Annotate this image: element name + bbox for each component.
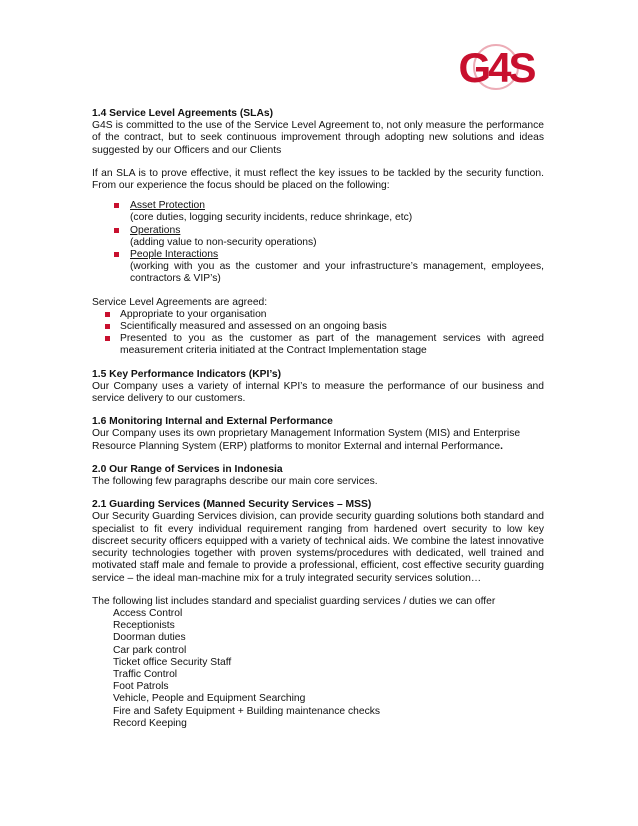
list-item: Vehicle, People and Equipment Searching <box>113 693 306 705</box>
section-1-4-para1: G4S is committed to the use of the Service Level Agreement to, not only measure the performance of the contract, but to seek continuous improvement through adopting new solutions and ideas suggested by our Officers and our Clients <box>92 120 544 156</box>
section-1-6-body <box>92 428 544 452</box>
focus-detail: (core duties, logging security incidents, reduce shrinkage, etc) <box>130 212 413 224</box>
agreed-item: Appropriate to your organisation <box>120 308 267 320</box>
list-item: Receptionists <box>113 620 175 632</box>
focus-list <box>92 200 544 285</box>
bullet-square-icon <box>105 336 110 341</box>
list-item <box>92 225 544 249</box>
focus-title: Asset Protection <box>130 200 205 212</box>
agreed-item: Presented to you as the customer as part of the management services with agreed measurement criteria initiated at the Contract Implementation stage <box>120 333 544 357</box>
g4s-logo <box>448 40 544 94</box>
list-item: Fire and Safety Equipment + Building maintenance checks <box>113 705 381 717</box>
document-body <box>92 108 544 730</box>
section-2-0-body: The following few paragraphs describe our main core services. <box>92 476 378 488</box>
list-item: Access Control <box>113 607 183 619</box>
bullet-square-icon <box>114 203 119 208</box>
agreed-intro: Service Level Agreements are agreed: <box>92 296 268 308</box>
section-2-1-heading: 2.1 Guarding Services (Manned Security Services – MSS) <box>92 499 372 511</box>
svg-text:G4S: G4S <box>458 44 534 91</box>
list-item: Record Keeping <box>113 717 187 729</box>
list-item <box>92 321 544 333</box>
focus-detail: (working with you as the customer and your infrastructure’s management, employees, contractors & VIP’s) <box>130 261 544 285</box>
list-item: Doorman duties <box>113 632 186 644</box>
section-1-6-heading: 1.6 Monitoring Internal and External Performance <box>92 416 333 428</box>
section-1-4-heading: 1.4 Service Level Agreements (SLAs) <box>92 108 274 119</box>
list-item: Car park control <box>113 644 187 656</box>
section-1-5-body: Our Company uses a variety of internal KPI’s to measure the performance of our business and service delivery to our customers. <box>92 380 544 405</box>
section-2-0-heading: 2.0 Our Range of Services in Indonesia <box>92 463 283 475</box>
services-list <box>92 608 544 730</box>
section-1-4-para2: If an SLA is to prove effective, it must reflect the key issues to be tackled by the security function. From our experience the focus should be placed on the following: <box>92 167 544 192</box>
list-item <box>92 309 544 321</box>
list-item <box>92 249 544 286</box>
list-item <box>92 333 544 357</box>
focus-title: Operations <box>130 224 181 236</box>
section-1-6-text: Our Company uses its own proprietary Management Information System (MIS) and Enterprise Resource Planning System (ERP) platforms to monitor External and internal Performance <box>92 428 521 452</box>
section-1-5-heading: 1.5 Key Performance Indicators (KPI’s) <box>92 368 282 380</box>
bullet-square-icon <box>114 228 119 233</box>
agreed-item: Scientifically measured and assessed on an ongoing basis <box>120 321 387 333</box>
list-item: Ticket office Security Staff <box>113 656 232 668</box>
bullet-square-icon <box>114 252 119 257</box>
bullet-square-icon <box>105 312 110 317</box>
services-list-intro: The following list includes standard and specialist guarding services / duties we can offer <box>92 595 496 607</box>
list-item <box>92 200 544 224</box>
focus-detail: (adding value to non-security operations) <box>130 236 317 248</box>
section-2-1-body: Our Security Guarding Services division, can provide security guarding solutions both standard and specialist to fit every individual requirement ranging from hardened overt security to low key discreet security officers equipped with a variety of technical aids. We combine the latest innovative security technologies together with proven systems/procedures with dedicated, well trained and motivated staff male and female to provide a professional, efficient, cost effective security guarding service – the ideal man-machine mix for a truly integrated security services solution… <box>92 511 544 584</box>
list-item: Foot Patrols <box>113 681 169 693</box>
agreed-list <box>92 309 544 358</box>
focus-title: People Interactions <box>130 249 219 261</box>
list-item: Traffic Control <box>113 668 178 680</box>
bullet-square-icon <box>105 324 110 329</box>
section-1-6-period: . <box>500 440 503 452</box>
